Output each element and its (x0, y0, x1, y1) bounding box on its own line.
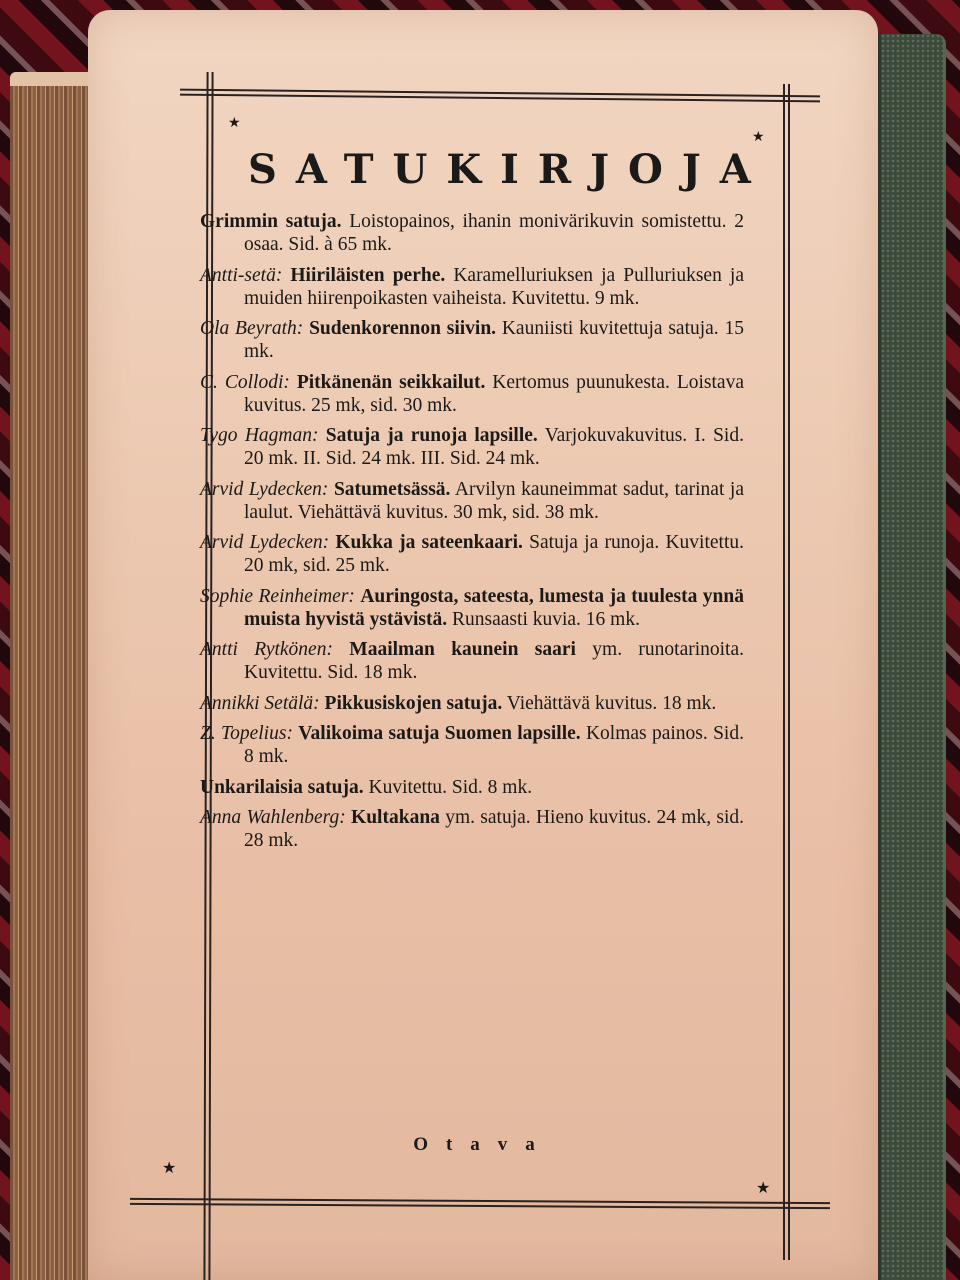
list-item (196, 722, 744, 768)
entry-description: Loistopainos, ihanin monivärikuvin somistettu. 2 osaa. Sid. à 65 mk. (244, 211, 744, 255)
entry-book-title: Hiiriläisten perhe. (290, 264, 446, 286)
entry-description: Kolmas painos. Sid. 8 mk. (244, 723, 744, 767)
entry-description: Karamelluriuksen ja Pulluriuksen ja muiden hiirenpoikasten vaiheista. Kuvitettu. 9 mk. (244, 264, 744, 309)
entry-description: Kauniisti kuvitettuja satuja. 15 mk. (244, 318, 744, 362)
entry-author: Annikki Setälä: (200, 692, 325, 714)
entry-author: Arvid Lydecken: (200, 532, 336, 553)
book-list (196, 210, 744, 860)
entry-description: Varjokuvakuvitus. I. Sid. 20 mk. II. Sid. 24 mk. III. Sid. 24 mk. (244, 425, 744, 469)
entry-author: Ola Beyrath: (200, 318, 310, 339)
entry-description: Kuvitettu. Sid. 8 mk. (363, 776, 533, 798)
book-spine (878, 34, 946, 1280)
list-item (196, 371, 744, 417)
entry-description: Arvilyn kauneimmat sadut, tarinat ja laulut. Viehättävä kuvitus. 30 mk, sid. 38 mk. (244, 478, 744, 523)
star-ornament-bottom-right: ★ (756, 1178, 771, 1197)
entry-author: Tygo Hagman: (200, 425, 326, 446)
list-item (196, 317, 744, 363)
entry-book-title: Kultakana (351, 807, 440, 828)
list-item (196, 638, 744, 684)
frame-right-rule (783, 84, 790, 1260)
entry-author: Sophie Reinheimer: (200, 585, 361, 607)
entry-author: C. Collodi: (200, 371, 297, 393)
entry-book-title: Pitkänenän seikkailut. (296, 371, 486, 393)
list-item (196, 264, 744, 310)
entry-author: Anna Wahlenberg: (200, 807, 352, 828)
list-item (196, 478, 744, 524)
entry-author: Z. Topelius: (200, 723, 299, 744)
list-item (196, 531, 744, 577)
publisher-name: Otava (413, 1134, 553, 1155)
entry-book-title: Unkarilaisia satuja. (200, 776, 364, 798)
list-item (196, 585, 744, 631)
entry-description: Kertomus puunukesta. Loistava kuvitus. 25 mk, sid. 30 mk. (244, 371, 744, 416)
entry-book-title: Grimmin satuja. (200, 211, 342, 232)
star-ornament-top-left: ★ (228, 115, 241, 131)
entry-book-title: Pikkusiskojen satuja. (324, 692, 503, 714)
entry-book-title: Sudenkorennon siivin. (309, 318, 497, 339)
entry-author: Arvid Lydecken: (200, 478, 334, 500)
page-title: SATUKIRJOJA (248, 146, 770, 193)
entry-book-title: Satuja ja runoja lapsille. (325, 425, 538, 446)
entry-description: Viehättävä kuvitus. 18 mk. (502, 692, 717, 714)
star-ornament-top-right: ★ (752, 129, 765, 145)
list-item (196, 692, 744, 715)
entry-description: ym. satuja. Hieno kuvitus. 24 mk, sid. 28 mk. (244, 807, 745, 851)
entry-book-title: Auringosta, sateesta, lumesta ja tuulesta ynnä muista hyvistä ystävistä. (244, 585, 744, 630)
entry-description: ym. runotarinoita. Kuvitettu. Sid. 18 mk. (244, 639, 745, 683)
entry-description: Satuja ja runoja. Kuvitettu. 20 mk, sid. 25 mk. (244, 532, 744, 576)
entry-book-title: Satumetsässä. (333, 478, 451, 500)
entry-book-title: Valikoima satuja Suomen lapsille. (298, 723, 581, 744)
list-item (196, 776, 744, 799)
entry-description: Runsaasti kuvia. 16 mk. (447, 608, 640, 630)
entry-author: Antti-setä: (200, 264, 291, 286)
entry-author: Antti Rytkönen: (200, 639, 350, 660)
star-ornament-bottom-left: ★ (162, 1158, 177, 1177)
entry-book-title: Maailman kaunein saari (349, 639, 576, 660)
list-item (196, 424, 744, 470)
list-item (196, 210, 744, 256)
entry-book-title: Kukka ja sateenkaari. (335, 532, 523, 553)
list-item (196, 806, 744, 852)
